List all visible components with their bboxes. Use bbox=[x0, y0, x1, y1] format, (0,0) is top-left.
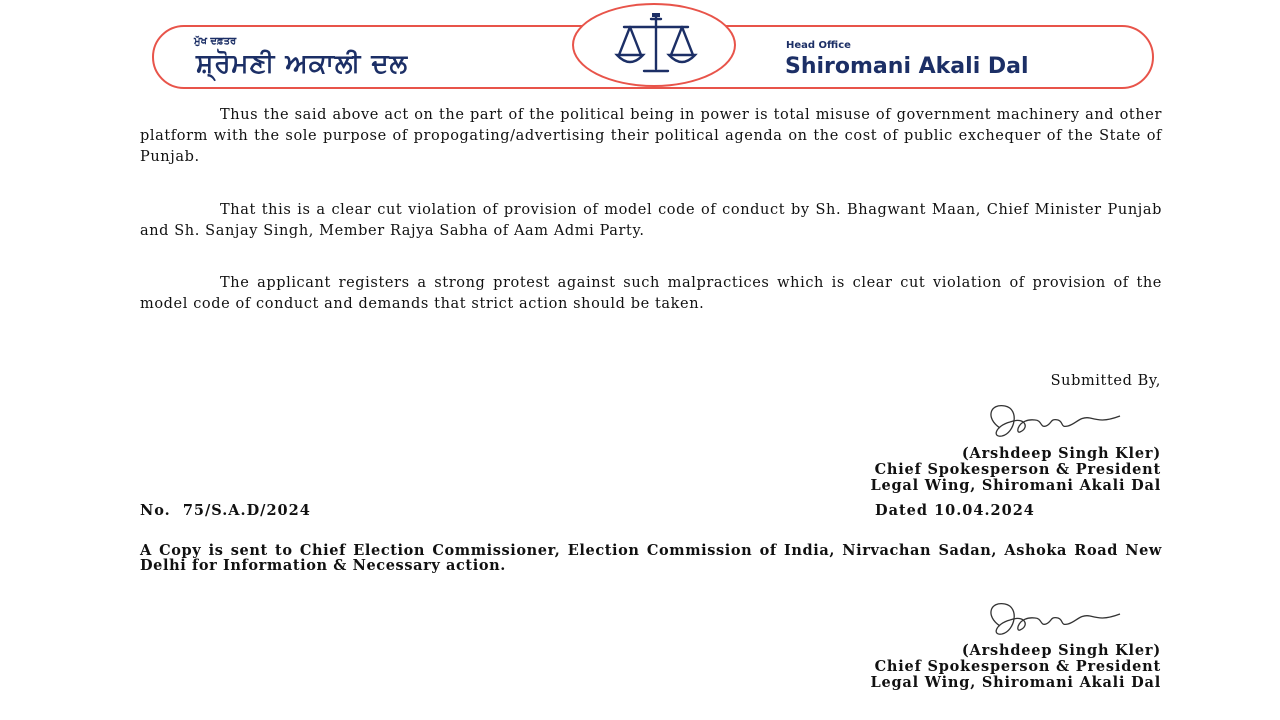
reference-date: Dated 10.04.2024 bbox=[875, 502, 1035, 519]
punjabi-party-name: ਸ਼੍ਰੋਮਣੀ ਅਕਾਲੀ ਦਲ bbox=[196, 49, 409, 79]
head-office-label: Head Office bbox=[786, 40, 851, 51]
paragraph-misuse: Thus the said above act on the part of the political being in power is total misuse of government machinery and other platform with the sole purpose of propogating/advertising their political agenda on the cost of public exchequer of the State of Punjab. bbox=[140, 107, 1162, 165]
copy-note: A Copy is sent to Chief Election Commissioner, Election Commission of India, Nirvachan Sadan, Ashoka Road New Delhi for Information & Necessary action. bbox=[140, 542, 1162, 574]
scales-of-justice-icon bbox=[614, 11, 698, 83]
signatory-block bbox=[701, 643, 1161, 691]
paragraph-protest: The applicant registers a strong protest against such malpractices which is clear cut violation of provision of the model code of conduct and demands that strict action should be taken. bbox=[140, 275, 1162, 312]
signatory-title-line-2: Legal Wing, Shiromani Akali Dal bbox=[870, 674, 1161, 691]
signatory-title-line-2: Legal Wing, Shiromani Akali Dal bbox=[870, 477, 1161, 494]
signature-image bbox=[980, 596, 1130, 646]
submitted-by: Submitted By, bbox=[1050, 373, 1161, 389]
signatory-name: (Arshdeep Singh Kler) bbox=[961, 445, 1161, 462]
emblem bbox=[572, 3, 736, 87]
signature-image bbox=[980, 398, 1130, 448]
letterhead bbox=[152, 3, 1156, 89]
party-name: Shiromani Akali Dal bbox=[785, 54, 1029, 79]
signatory-block bbox=[701, 446, 1161, 494]
signatory-title-line-1: Chief Spokesperson & President bbox=[874, 461, 1161, 478]
signatory-title-line-1: Chief Spokesperson & President bbox=[874, 658, 1161, 675]
reference-number: No. 75/S.A.D/2024 bbox=[140, 502, 311, 519]
paragraph-violation: That this is a clear cut violation of provision of model code of conduct by Sh. Bhagwant Maan, Chief Minister Punjab and Sh. Sanjay Singh, Member Rajya Sabha of Aam Admi Party. bbox=[140, 202, 1162, 239]
punjabi-head-office-label: ਮੁੱਖ ਦਫ਼ਤਰ bbox=[194, 36, 237, 47]
signatory-name: (Arshdeep Singh Kler) bbox=[961, 642, 1161, 659]
